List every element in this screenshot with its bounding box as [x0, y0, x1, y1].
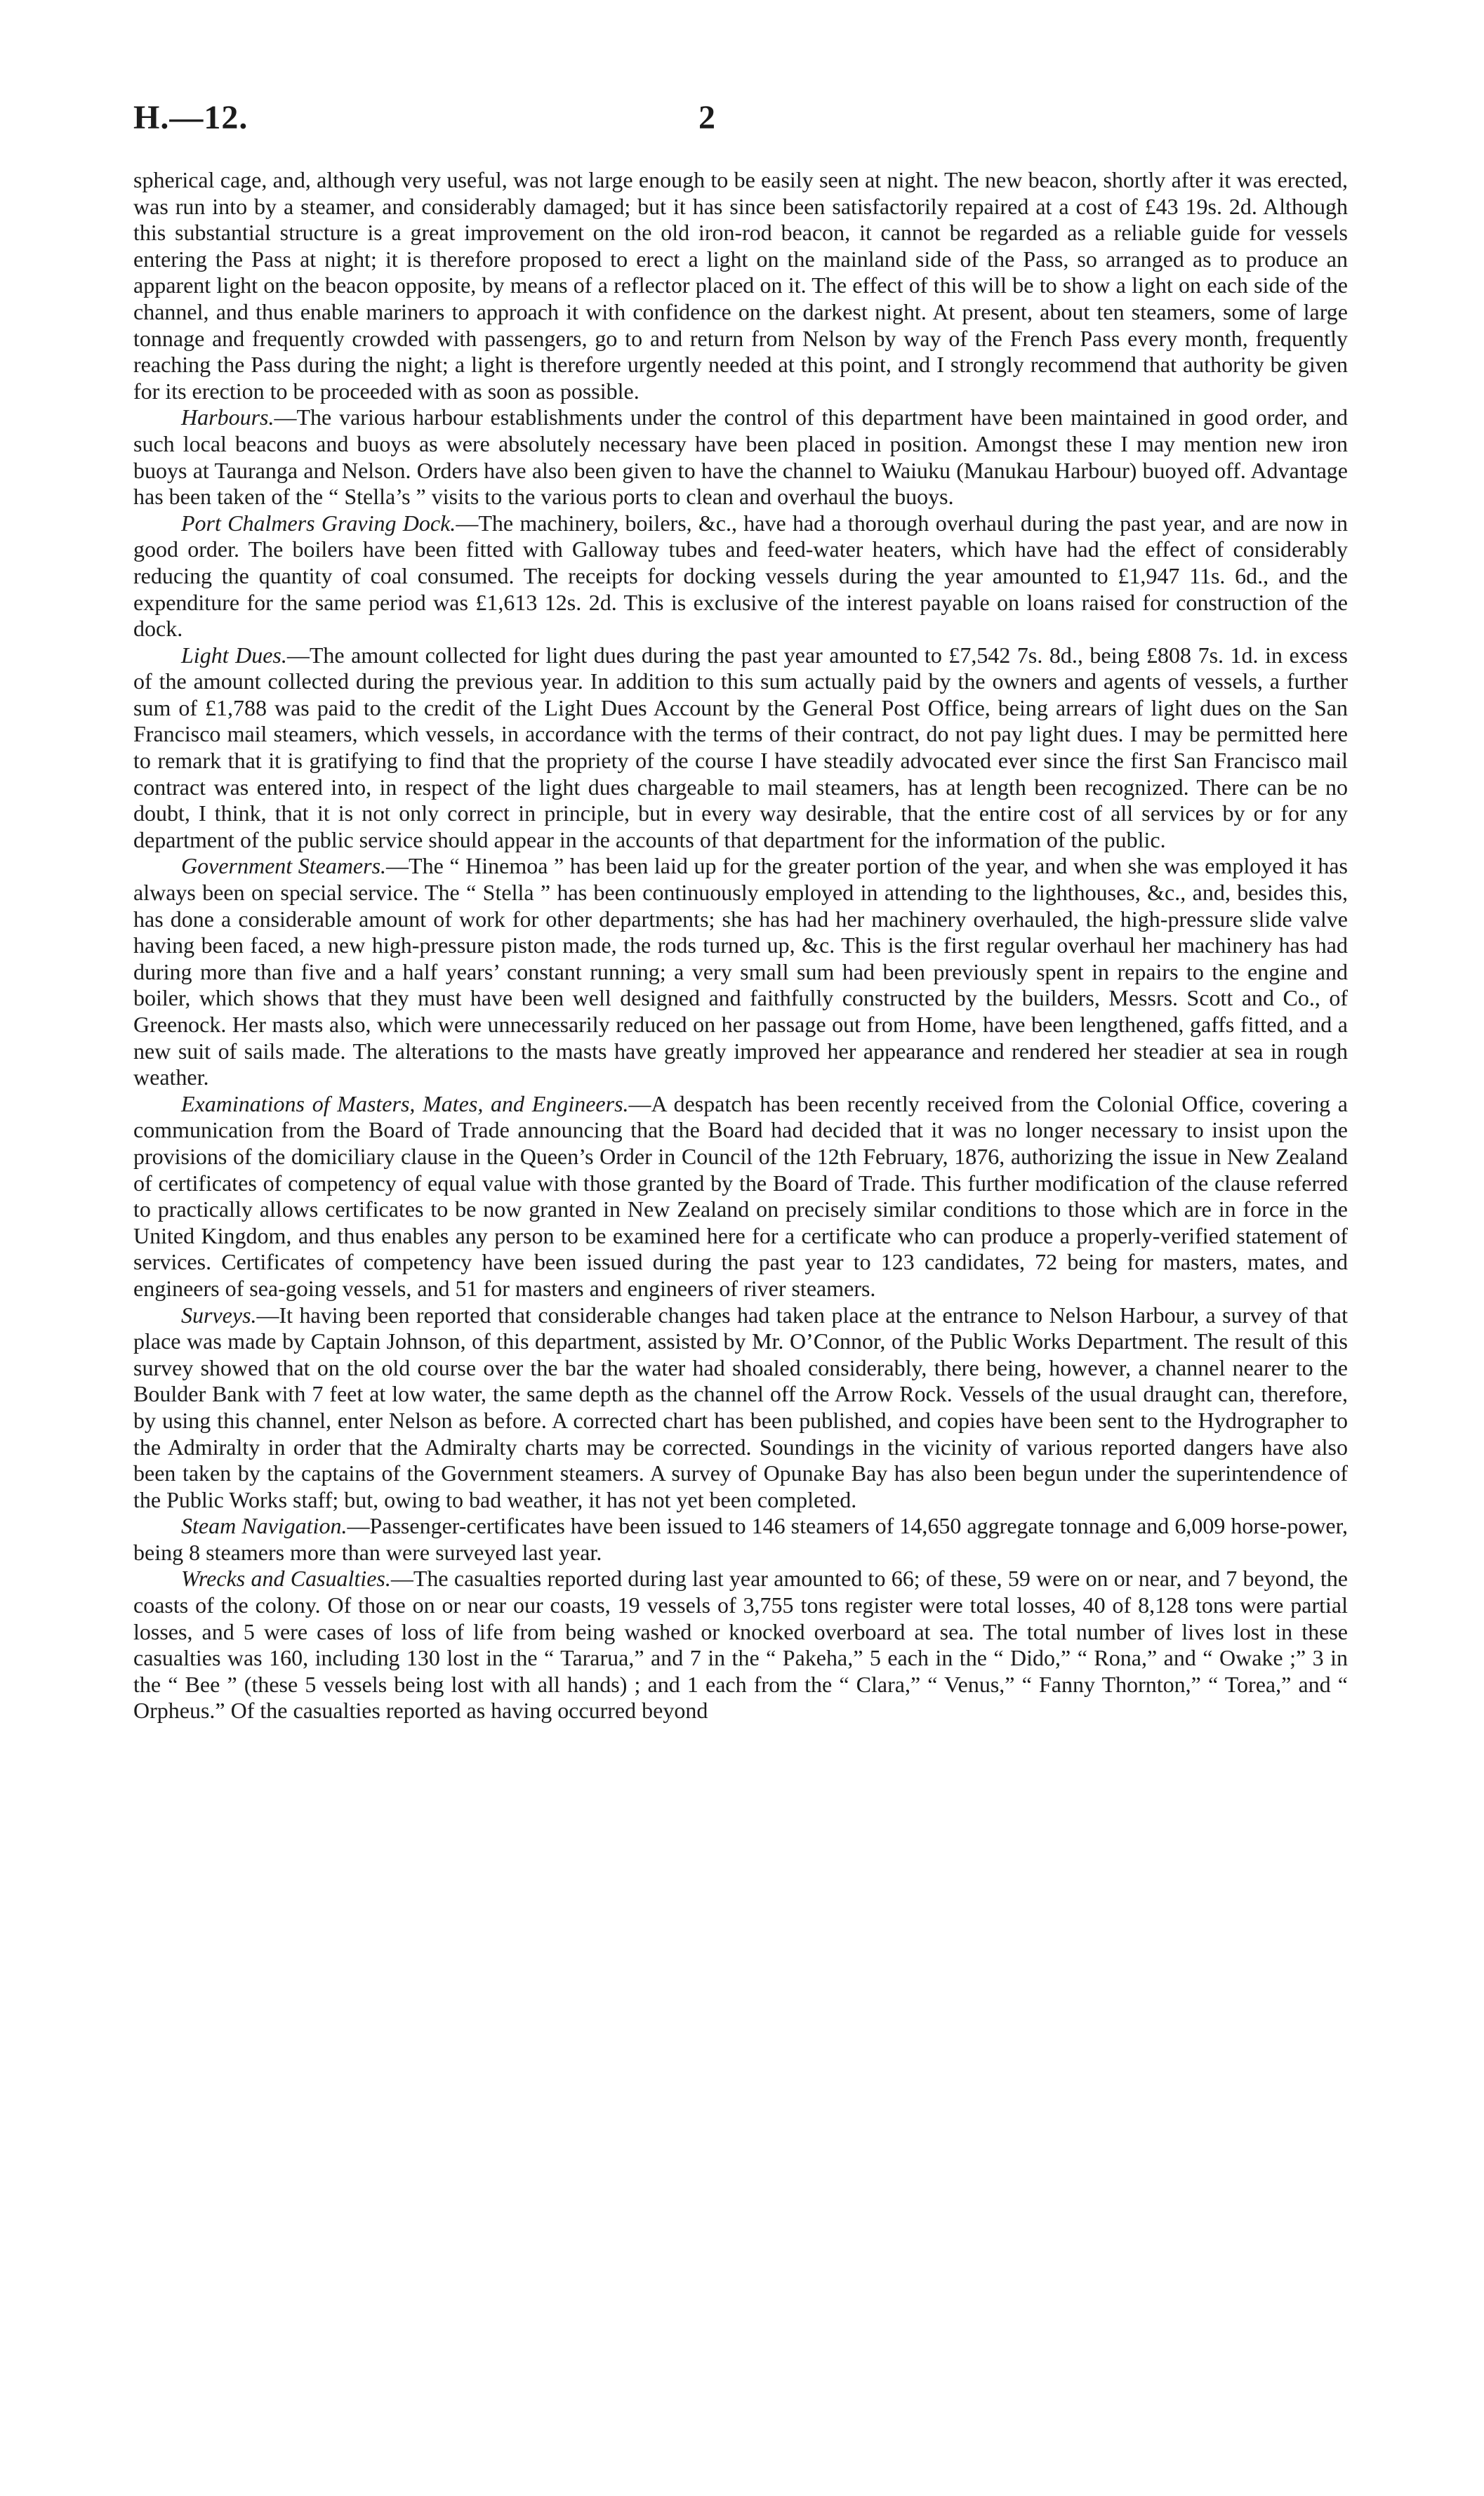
paragraph-text: —A despatch has been recently received from the Colonial Office, covering a communication from the Board of Trade announcing that the Board had decided that it was no longer necessary to insist upon the provisions of the domiciliary clause in the Queen’s Order in Council of the 12th February, 1876, authorizing the issue in New Zealand of certificates of competency of equal value with those granted by the Board of Trade. This further modification of the clause referred to practically allows certificates to be now granted in New Zealand on precisely similar conditions to those which are in force in the United Kingdom, and thus enables any person to be examined here for a certificate who can produce a properly-verified statement of services. Certificates of competency have been issued during the past year to 123 candidates, 72 being for masters, mates, and engineers of sea-going vessels, and 51 for masters and engineers of river steamers.: [133, 1090, 1349, 1301]
paragraph-heading: Surveys.: [181, 1302, 257, 1328]
paragraph-heading: Steam Navigation.: [181, 1513, 347, 1539]
paragraph-graving-dock: [133, 510, 1348, 642]
paragraph-heading: Examinations of Masters, Mates, and Engineers.: [181, 1090, 629, 1116]
page-header: [133, 98, 1348, 147]
paragraph-text: —The casualties reported during last year amounted to 66; of these, 59 were on or near, and 7 beyond, the coasts of the colony. Of those on or near our coasts, 19 vessels of 3,755 tons register were total losses, 40 of 8,128 tons were partial losses, and 5 were cases of loss of life from being washed or knocked overboard at sea. The total number of lives lost in these casualties was 160, including 130 lost in the “ Tararua,” and 7 in the “ Pakeha,” 5 each in the “ Dido,” “ Rona,” and “ Owake ;” 3 in the “ Bee ” (these 5 vessels being lost with all hands) ; and 1 each from the “ Clara,” “ Venus,” “ Fanny Thornton,” “ Torea,” and “ Orpheus.” Of the casualties reported as having occurred beyond: [133, 1566, 1349, 1724]
paragraph-text: —The various harbour establishments under the control of this department have been maintained in good order, and such local beacons and buoys as were absolutely necessary have been placed in position. Amongst these I may mention new iron buoys at Tauranga and Nelson. Orders have also been given to have the channel to Waiuku (Manukau Harbour) buoyed off. Advantage has been taken of the “ Stella’s ” visits to the various ports to clean and overhaul the buoys.: [133, 404, 1348, 510]
paragraph-wrecks-casualties: [133, 1566, 1348, 1724]
paragraph-text: —The amount collected for light dues during the past year amounted to £7,542 7s. 8d., being £808 7s. 1d. in excess of the amount collected during the previous year. In addition to this sum actually paid by the owners and agents of vessels, a further sum of £1,788 was paid to the credit of the Light Dues Account by the General Post Office, being arrears of light dues on the San Francisco mail steamers, which vessels, in accordance with the terms of their contract, do not pay light dues. I may be permitted here to remark that it is gratifying to find that the propriety of the course I have steadily advocated ever since the first San Francisco mail contract was entered into, in respect of the light dues chargeable to mail steamers, has at length been recognized. There can be no doubt, I think, that it is not only correct in principle, but in every way desirable, that the entire cost of all services by or for any department of the public service should appear in the accounts of that department for the information of the public.: [133, 642, 1349, 852]
paragraph-heading: Government Steamers.: [181, 853, 387, 879]
paragraph-text: —The “ Hinemoa ” has been laid up for the greater portion of the year, and when she was employed it has always been on special service. The “ Stella ” has been continuously employed in attending to the lighthouses, &c., and, besides this, has done a considerable amount of work for other departments; she has had her machinery overhauled, the high-pressure slide valve having been faced, a new high-pressure piston made, the rods turned up, &c. This is the first regular overhaul her machinery has had during more than five and a half years’ constant running; a very small sum had been previously spent in repairs to the engine and boiler, which shows that they must have been well designed and faithfully constructed by the builders, Messrs. Scott and Co., of Greenock. Her masts also, which were unnecessarily reduced on her passage out from Home, have been lengthened, gaffs fitted, and a new suit of sails made. The alterations to the masts have greatly improved her appearance and rendered her steadier at sea in rough weather.: [133, 853, 1349, 1090]
paragraph-text: —The machinery, boilers, &c., have had a thorough overhaul during the past year, and are now in good order. The boilers have been fitted with Galloway tubes and feed-water heaters, which have had the effect of considerably reducing the quantity of coal consumed. The receipts for docking vessels during the year amounted to £1,947 11s. 6d., and the expenditure for the same period was £1,613 12s. 2d. This is exclusive of the interest payable on loans raised for construction of the dock.: [133, 510, 1349, 642]
page-number: 2: [698, 99, 715, 136]
paragraph-text: spherical cage, and, although very useful, was not large enough to be easily seen at night. The new beacon, shortly after it was erected, was run into by a steamer, and considerably damaged; but it has since been satisfactorily repaired at a cost of £43 19s. 2d. Although this substantial structure is a great improvement on the old iron-rod beacon, it cannot be regarded as a reliable guide for vessels entering the Pass at night; it is therefore proposed to erect a light on the mainland side of the Pass, so arranged as to produce an apparent light on the beacon opposite, by means of a reflector placed on it. The effect of this will be to show a light on each side of the channel, and thus enable mariners to approach it with confidence on the darkest night. At present, about ten steamers, some of large tonnage and frequently crowded with passengers, go to and return from Nelson by way of the French Pass every month, frequently reaching the Pass during the night; a light is therefore urgently needed at this point, and I strongly recommend that authority be given for its erection to be proceeded with as soon as possible.: [133, 167, 1348, 404]
paragraph-examinations: [133, 1091, 1348, 1302]
report-body: [133, 167, 1348, 1724]
paragraph-light-dues: [133, 642, 1348, 854]
paragraph-french-pass-beacon: [133, 167, 1348, 404]
paragraph-heading: Light Dues.: [181, 642, 287, 668]
paragraph-heading: Wrecks and Casualties.: [181, 1566, 391, 1592]
paragraph-steam-navigation: [133, 1513, 1348, 1566]
paragraph-text: —It having been reported that considerable changes had taken place at the entrance to Nelson Harbour, a survey of that place was made by Captain Johnson, of this department, assisted by Mr. O’Connor, of the Public Works Department. The result of this survey showed that on the old course over the bar the water had shoaled considerably, there being, however, a channel nearer to the Boulder Bank with 7 feet at low water, the same depth as the channel off the Arrow Rock. Vessels of the usual draught can, therefore, by using this channel, enter Nelson as before. A corrected chart has been published, and copies have been sent to the Hydrographer to the Admiralty in order that the Admiralty charts may be corrected. Soundings in the vicinity of various reported dangers have also been taken by the captains of the Government steamers. A survey of Opunake Bay has also been begun under the superintendence of the Public Works staff; but, owing to bad weather, it has not yet been completed.: [133, 1302, 1348, 1512]
paragraph-government-steamers: [133, 853, 1348, 1090]
paragraph-surveys: [133, 1302, 1348, 1514]
paragraph-text: —Passenger-certificates have been issued to 146 steamers of 14,650 aggregate tonnage and 6,009 horse-power, being 8 steamers more than were surveyed last year.: [133, 1513, 1349, 1565]
paragraph-heading: Port Chalmers Graving Dock.: [181, 510, 456, 536]
paragraph-harbours: [133, 404, 1348, 510]
paragraph-heading: Harbours.: [181, 404, 274, 430]
document-reference: H.—12.: [133, 99, 249, 136]
